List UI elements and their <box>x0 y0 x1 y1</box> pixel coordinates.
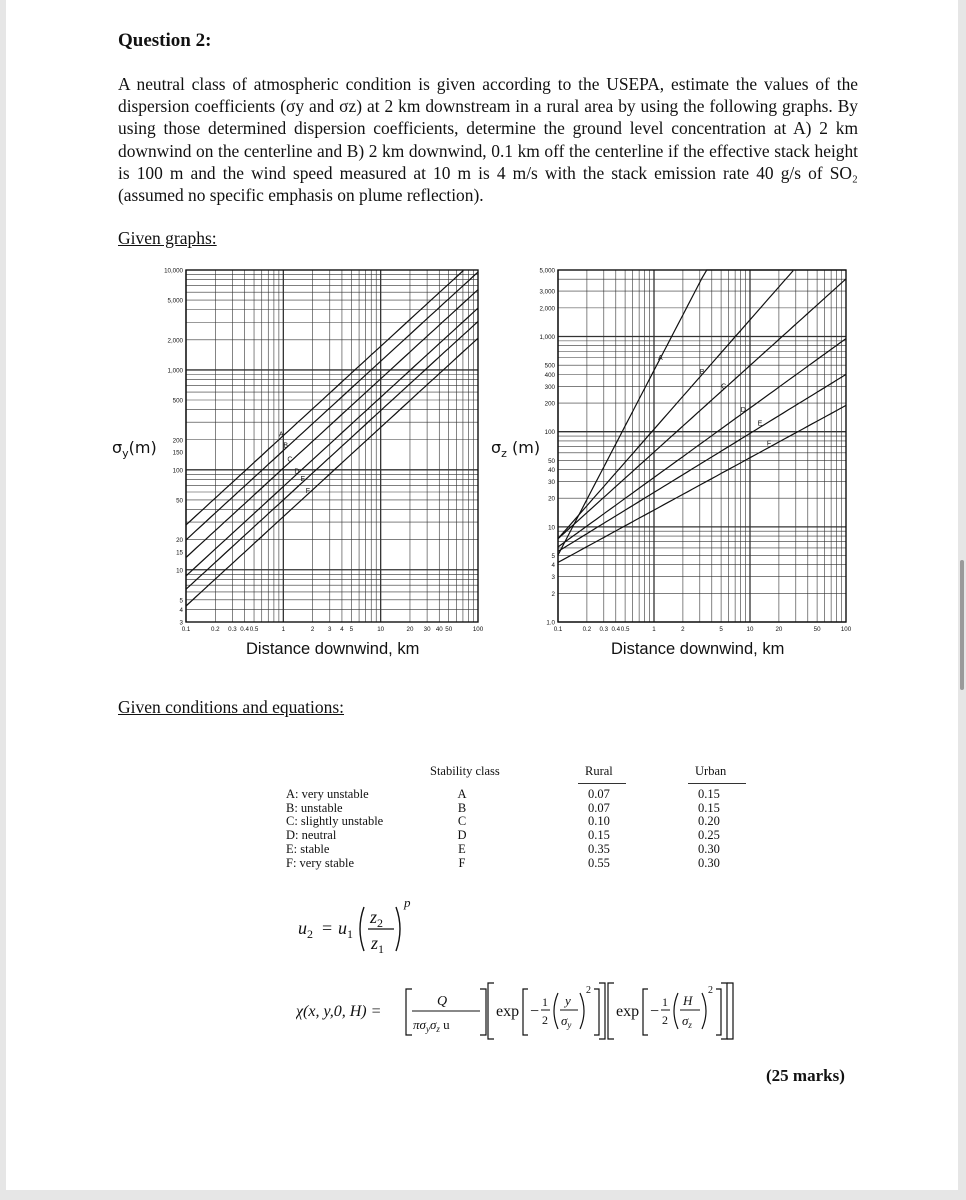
x-tick-label: 1 <box>281 626 286 632</box>
x-tick-label: 0.3 <box>228 626 237 632</box>
y-tick-label: 400 <box>544 371 555 379</box>
table-row-desc: F: very stable <box>286 855 355 870</box>
table-row-class: F <box>458 855 466 870</box>
y-tick-label: 5,000 <box>539 267 555 275</box>
curve-label: D <box>740 406 746 414</box>
y-tick-label: 50 <box>176 497 183 505</box>
y-tick-label: 20 <box>176 537 183 545</box>
y-tick-label: 2,000 <box>539 305 555 313</box>
y-tick-label: 300 <box>544 383 555 391</box>
x-tick-label: 20 <box>406 626 414 632</box>
x-tick-label: 100 <box>840 626 851 632</box>
x-tick-label: 2 <box>681 626 685 632</box>
sigma-y-plot <box>156 262 486 632</box>
table-row-desc: E: stable <box>286 841 330 856</box>
x-tick-label: 0.3 <box>599 626 609 632</box>
table-row-class: C <box>457 814 467 829</box>
table-row-class: A <box>457 787 467 801</box>
y-tick-label: 100 <box>172 467 183 475</box>
y-tick-label: 1,000 <box>539 334 555 342</box>
gaussian-plume-equation <box>296 975 766 1045</box>
curve-label: A <box>657 354 663 362</box>
curve-label: C <box>287 456 293 464</box>
y-tick-label: 2 <box>551 590 555 598</box>
curve-label: E <box>757 420 763 428</box>
table-header-rural: Rural <box>585 764 613 778</box>
table-cell-urban: 0.15 <box>698 800 720 815</box>
x-tick-label: 5 <box>719 626 723 632</box>
svg-text:2: 2 <box>586 985 591 996</box>
x-tick-label: 3 <box>328 626 332 632</box>
x-tick-label: 2 <box>310 626 315 632</box>
stability-curve-C <box>186 290 478 558</box>
table-cell-rural: 0.10 <box>588 814 610 829</box>
table-row-desc: A: very unstable <box>286 787 369 801</box>
y-tick-label: 1.0 <box>546 619 555 627</box>
given-conditions-heading: Given conditions and equations: <box>118 697 345 717</box>
y-tick-label: 500 <box>172 397 183 405</box>
stability-curve-F <box>558 405 846 562</box>
curve-label: A <box>278 431 284 439</box>
svg-text:u1: $u_1$ <box>338 918 353 941</box>
y-tick-label: 4 <box>179 607 183 615</box>
svg-text:u2: $u_2$ <box>298 918 313 941</box>
svg-text:−: − <box>650 1003 660 1020</box>
curve-label: D <box>294 468 300 476</box>
document-page <box>6 0 958 1190</box>
stability-curve-D <box>186 308 478 576</box>
given-graphs-heading: Given graphs: <box>118 228 217 248</box>
stability-curve-E <box>186 322 478 590</box>
x-tick-label: 1 <box>652 626 656 632</box>
y-tick-label: 15 <box>176 549 183 557</box>
svg-text:y: y <box>565 993 571 1008</box>
y-tick-label: 10 <box>548 524 555 532</box>
urban-header-rule <box>688 783 746 784</box>
y-tick-label: 30 <box>548 478 555 486</box>
svg-text:Q: Q <box>437 994 448 1009</box>
curve-label: F <box>305 488 311 496</box>
stability-curve-A <box>558 270 846 555</box>
stability-curve-E <box>558 374 846 551</box>
x-tick-label: 0.4 <box>240 626 249 632</box>
x-tick-label: 0.2 <box>582 626 592 632</box>
x-tick-label: 20 <box>775 626 783 632</box>
sigma-y-x-axis-label: Distance downwind, km <box>246 640 420 658</box>
table-header-stability-class: Stability class <box>430 764 500 778</box>
table-row-desc: D: neutral <box>286 828 337 843</box>
x-tick-label: 30 <box>423 626 431 632</box>
svg-text:p: p <box>404 895 411 910</box>
y-tick-label: 50 <box>548 457 555 465</box>
table-row-desc: C: slightly unstable <box>286 814 384 829</box>
table-cell-rural: 0.35 <box>588 841 610 856</box>
y-tick-label: 1,000 <box>167 367 183 375</box>
x-tick-label: 0.1 <box>181 626 191 632</box>
plot-frame <box>558 270 846 622</box>
sigma-z-x-axis-label: Distance downwind, km <box>611 640 785 658</box>
svg-text:exp: exp <box>616 1003 640 1020</box>
stability-curve-C <box>558 279 846 539</box>
question-body: A neutral class of atmospheric condition is given according to the USEPA, estimate the values of the dispersion coefficients (σy and σz) at 2 km downstream in a rural area by using the following graphs. By using those determined dispersion coefficients, determine the ground level concentration at A) 2 km downwind on the centerline and B) 2 km downwind, 0.1 km off the centerline if the effective stack height is 100 m and the wind speed measured at 10 m is 4 m/s with the stack emission rate 40 g/s of SO₂ (assumed no specific emphasis on plume reflection). <box>118 74 858 206</box>
table-cell-urban: 0.20 <box>698 814 720 829</box>
rural-header-rule <box>578 783 626 784</box>
svg-text:πσyσz u: $\pi\sigma_y\sigma_z$ u <box>413 1017 450 1034</box>
table-cell-rural: 0.07 <box>588 787 610 801</box>
curve-label: F <box>766 440 772 448</box>
svg-text:1: 1 <box>662 995 668 1009</box>
x-tick-label: 0.5 <box>620 626 630 632</box>
stability-curve-A <box>186 271 463 525</box>
y-tick-label: 3,000 <box>539 288 555 296</box>
svg-text:=: = <box>322 918 333 938</box>
wind-power-law-equation <box>298 893 448 963</box>
svg-text:χ(x, y,0, H) =: χ(x, y,0, H) = <box>296 1003 382 1020</box>
table-cell-rural: 0.55 <box>588 855 610 870</box>
y-tick-label: 5 <box>551 552 555 560</box>
x-tick-label: 5 <box>349 626 354 632</box>
curve-label: C <box>721 383 727 391</box>
svg-text:−: − <box>530 1003 540 1020</box>
svg-text:2: 2 <box>708 985 713 996</box>
y-tick-label: 10 <box>176 567 183 575</box>
y-tick-label: 3 <box>551 574 555 582</box>
y-tick-label: 5,000 <box>167 297 183 305</box>
y-tick-label: 500 <box>544 362 555 370</box>
x-tick-label: 50 <box>445 626 453 632</box>
stability-descriptions <box>286 788 383 870</box>
y-tick-label: 200 <box>544 400 555 408</box>
svg-text:z2: $z_2$ <box>370 907 384 930</box>
curve-label: B <box>283 442 289 450</box>
x-tick-label: 50 <box>813 626 821 632</box>
rural-values <box>588 788 610 870</box>
table-row-class: E <box>458 841 466 856</box>
x-tick-label: 0.1 <box>553 626 563 632</box>
y-tick-label: 10,000 <box>164 267 183 275</box>
y-tick-label: 5 <box>179 597 183 605</box>
x-tick-label: 40 <box>435 626 443 632</box>
svg-text:σy: $\sigma_y$ <box>561 1013 572 1030</box>
stability-curve-F <box>186 338 478 606</box>
table-row-class: D <box>457 828 467 843</box>
table-cell-urban: 0.30 <box>698 841 720 856</box>
page-scrollbar[interactable] <box>960 560 964 690</box>
question-title: Question 2: <box>118 30 212 51</box>
svg-text:H: H <box>683 993 693 1008</box>
table-cell-urban: 0.25 <box>698 828 720 843</box>
y-tick-label: 20 <box>548 495 555 503</box>
table-cell-rural: 0.07 <box>588 800 610 815</box>
curve-label: B <box>699 369 705 377</box>
svg-text:1: 1 <box>542 995 548 1009</box>
table-cell-urban: 0.15 <box>698 787 720 801</box>
table-cell-rural: 0.15 <box>588 828 610 843</box>
sigma-y-axis-label: $\sigma_y(m)$ <box>112 438 157 461</box>
x-tick-label: 0.2 <box>210 626 220 632</box>
svg-text:2: 2 <box>542 1013 548 1027</box>
x-tick-label: 10 <box>746 626 754 632</box>
x-tick-label: 0.4 <box>611 626 621 632</box>
table-row-desc: B: unstable <box>286 800 343 815</box>
sigma-z-axis-label: $\sigma_z$ (m) <box>491 438 541 461</box>
curve-label: E <box>300 476 306 484</box>
svg-text:σz: $\sigma_z$ <box>682 1013 692 1030</box>
y-tick-label: 100 <box>544 429 555 437</box>
y-tick-label: 200 <box>172 437 183 445</box>
x-tick-label: 0.5 <box>249 626 259 632</box>
sigma-z-plot <box>536 262 851 632</box>
x-tick-label: 100 <box>472 626 484 632</box>
svg-text:2: 2 <box>662 1013 668 1027</box>
y-tick-label: 4 <box>551 562 555 570</box>
table-row-class: B <box>457 800 467 815</box>
stability-classes <box>454 788 470 870</box>
y-tick-label: 40 <box>548 467 555 475</box>
x-tick-label: 4 <box>340 626 344 632</box>
urban-values <box>698 788 720 870</box>
table-cell-urban: 0.30 <box>698 855 720 870</box>
y-tick-label: 2,000 <box>167 337 183 345</box>
y-tick-label: 150 <box>172 449 183 457</box>
y-tick-label: 3 <box>179 619 183 627</box>
marks-label: (25 marks) <box>766 1066 845 1085</box>
svg-text:z1: $z_1$ <box>371 933 385 956</box>
svg-text:exp: exp <box>496 1003 520 1020</box>
table-header-urban: Urban <box>695 764 727 778</box>
x-tick-label: 10 <box>377 626 385 632</box>
